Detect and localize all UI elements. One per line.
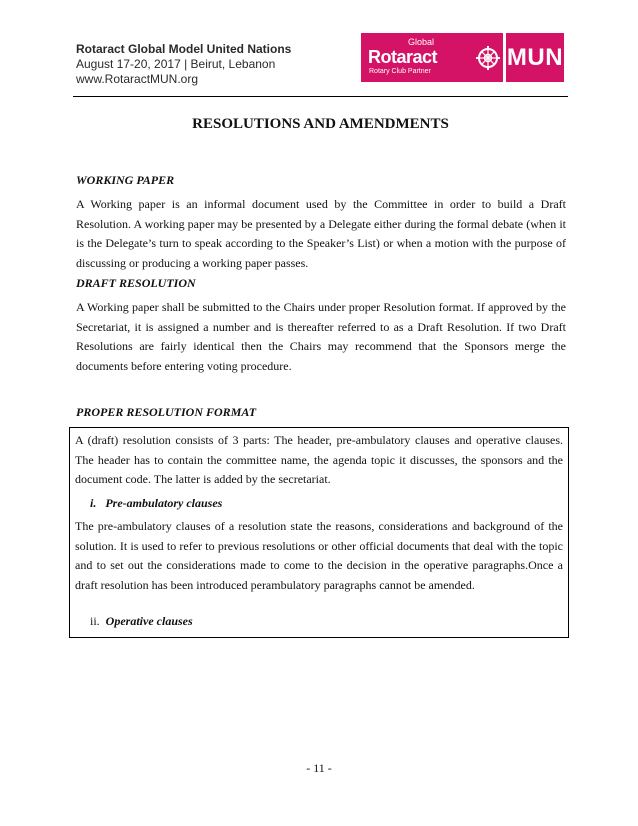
logo-rotaract-block	[361, 33, 473, 82]
header-org: Rotaract Global Model United Nations	[76, 42, 292, 56]
pre-ambulatory-num: i.	[90, 496, 97, 510]
header-dates: August 17-20, 2017 | Beirut, Lebanon	[76, 57, 276, 71]
logo-global-text: Global	[408, 37, 435, 47]
header-rule	[73, 96, 568, 97]
rotary-wheel-icon	[473, 33, 503, 82]
working-paper-heading: WORKING PAPER	[76, 173, 175, 187]
operative-num: ii.	[90, 614, 100, 628]
pre-ambulatory-label: Pre-ambulatory clauses	[105, 496, 223, 510]
resolution-format-box	[69, 427, 569, 638]
working-paper-text: A Working paper is an informal document used by the Committee in order to build a Draft Resolution. A working paper may be presented by a Delegate either during the formal debate (when it is the Delegate’s turn to speak according to the Speaker’s List) or when a motion with the purpose of discussing or producing a working paper passes.	[76, 197, 566, 270]
header-website: www.RotaractMUN.org	[76, 72, 199, 86]
proper-format-heading: PROPER RESOLUTION FORMAT	[76, 405, 257, 419]
pre-ambulatory-heading	[90, 496, 222, 511]
format-intro-text: A (draft) resolution consists of 3 parts: The header, pre-ambulatory clauses and operative clauses. The header has to contain the committee name, the agenda topic it discusses, the sponsors and the document code. The latter is added by the secretariat.	[75, 433, 563, 486]
logo-mun-text: MUN	[506, 33, 564, 82]
page-number: - 11 -	[306, 761, 332, 775]
rotaract-mun-logo	[361, 33, 564, 82]
logo-rotaract-text: Rotaract	[368, 47, 438, 67]
operative-label: Operative clauses	[105, 614, 193, 628]
operative-heading	[90, 614, 193, 629]
logo-partner-text: Rotary Club Partner	[369, 68, 431, 75]
draft-resolution-text: A Working paper shall be submitted to the Chairs under proper Resolution format. If approved by the Secretariat, it is assigned a number and is thereafter referred to as a Draft Resolution. If two Draft Resolutions are fairly identical then the Chairs may recommend that the Sponsors merge the documents before entering voting procedure.	[76, 300, 566, 373]
draft-resolution-heading: DRAFT RESOLUTION	[76, 276, 196, 290]
page-title: RESOLUTIONS AND AMENDMENTS	[192, 116, 449, 132]
pre-ambulatory-text: The pre-ambulatory clauses of a resolution state the reasons, considerations and background of the solution. It is used to refer to previous resolutions or other official documents that deal with the topic and to set out the considerations made to come to the decision in the operative paragraphs.Once a draft resolution has been introduced perambulatory paragraphs cannot be amended.	[75, 519, 563, 592]
header-info	[76, 42, 291, 87]
